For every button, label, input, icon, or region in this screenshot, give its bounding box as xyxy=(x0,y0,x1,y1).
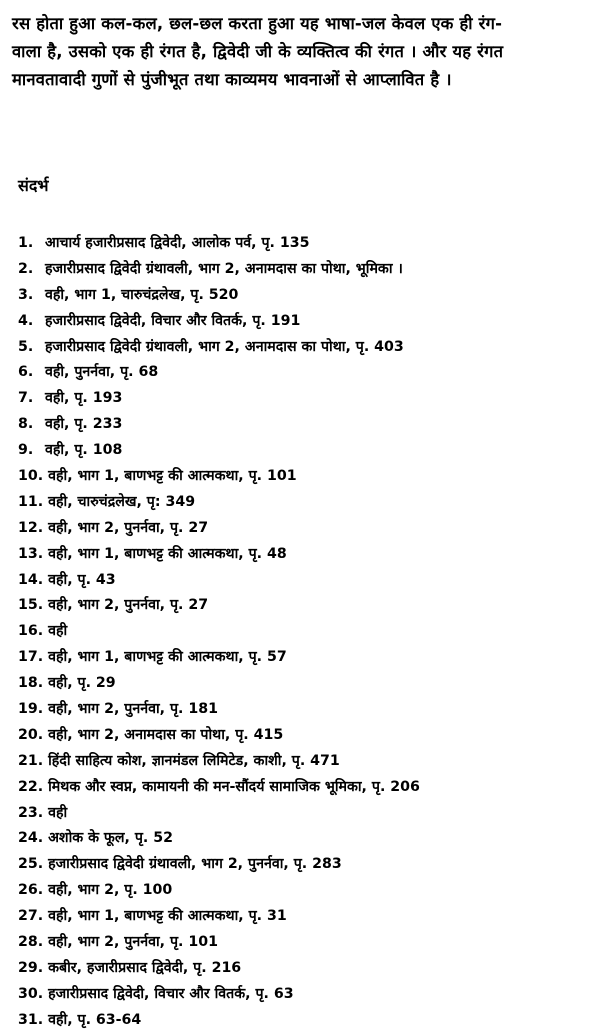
reference-item xyxy=(18,335,420,361)
reference-text: वही, पृ. 108 xyxy=(44,442,123,459)
reference-text: वही, भाग 2, पुनर्नवा, पृ. 101 xyxy=(48,934,218,951)
reference-number: 16. xyxy=(18,623,44,640)
reference-item xyxy=(18,490,420,516)
reference-item xyxy=(18,568,420,594)
reference-number: 21. xyxy=(18,752,44,769)
references-heading: संदर्भ xyxy=(18,176,49,195)
reference-item xyxy=(18,309,420,335)
reference-item xyxy=(18,283,420,309)
reference-item xyxy=(18,930,420,956)
reference-item xyxy=(18,671,420,697)
reference-text: आचार्य हजारीप्रसाद द्विवेदी, आलोक पर्व, पृ. 135 xyxy=(44,235,310,251)
reference-item xyxy=(18,852,420,878)
reference-item xyxy=(18,645,420,671)
reference-text: वही, पृ. 29 xyxy=(48,675,116,692)
reference-text: वही, पृ. 233 xyxy=(44,416,123,433)
reference-item xyxy=(18,904,420,930)
reference-number: 9. xyxy=(18,442,34,459)
reference-item xyxy=(18,956,420,982)
reference-item xyxy=(18,1008,420,1034)
reference-item xyxy=(18,412,420,438)
reference-text: हजारीप्रसाद द्विवेदी, विचार और वितर्क, पृ. 191 xyxy=(44,312,301,329)
body-paragraph xyxy=(12,10,588,94)
reference-item xyxy=(18,438,420,464)
reference-text: वही, पृ. 193 xyxy=(44,390,123,407)
reference-text: वही xyxy=(48,804,68,821)
reference-text: वही, भाग 1, बाणभट्ट की आत्मकथा, पृ. 101 xyxy=(48,468,297,485)
reference-text: हजारीप्रसाद द्विवेदी ग्रंथावली, भाग 2, अनामदास का पोथा, भूमिका । xyxy=(44,260,403,277)
reference-text: वही, भाग 1, बाणभट्ट की आत्मकथा, पृ. 48 xyxy=(48,545,287,562)
reference-number: 14. xyxy=(18,571,44,588)
reference-text: वही xyxy=(48,623,68,640)
reference-item xyxy=(18,697,420,723)
reference-number: 18. xyxy=(18,675,44,692)
reference-text: कबीर, हजारीप्रसाद द्विवेदी, पृ. 216 xyxy=(48,959,242,976)
reference-number: 23. xyxy=(18,804,44,821)
reference-number: 7. xyxy=(18,390,34,407)
reference-item xyxy=(18,878,420,904)
reference-number: 6. xyxy=(18,364,34,381)
reference-text: वही, भाग 2, पुनर्नवा, पृ. 27 xyxy=(48,597,209,614)
reference-text: वही, भाग 2, पुनर्नवा, पृ. 27 xyxy=(48,519,209,536)
reference-item xyxy=(18,826,420,852)
reference-item xyxy=(18,231,420,257)
reference-text: वही, भाग 2, पृ. 100 xyxy=(48,882,173,899)
reference-number: 27. xyxy=(18,908,44,925)
reference-text: मिथक और स्वप्न, कामायनी की मन-सौंदर्य सामाजिक भूमिका, पृ. 206 xyxy=(48,778,420,795)
reference-text: वही, पृ. 63-64 xyxy=(48,1011,142,1028)
reference-number: 1. xyxy=(18,235,34,251)
reference-number: 25. xyxy=(18,856,44,873)
reference-text: वही, चारुचंद्रलेख, पृ: 349 xyxy=(48,493,196,510)
reference-number: 24. xyxy=(18,830,44,847)
reference-number: 15. xyxy=(18,597,44,614)
reference-item xyxy=(18,257,420,283)
reference-text: वही, पृ. 43 xyxy=(48,571,116,588)
reference-number: 30. xyxy=(18,985,44,1002)
reference-item xyxy=(18,386,420,412)
paragraph-line: रस होता हुआ कल-कल, छल-छल करता हुआ यह भाषा-जल केवल एक ही रंग- xyxy=(12,14,503,33)
reference-text: हिंदी साहित्य कोश, ज्ञानमंडल लिमिटेड, काशी, पृ. 471 xyxy=(48,752,340,769)
reference-text: वही, पुनर्नवा, पृ. 68 xyxy=(44,364,159,381)
reference-number: 26. xyxy=(18,882,44,899)
reference-number: 29. xyxy=(18,959,44,976)
reference-text: हजारीप्रसाद द्विवेदी ग्रंथावली, भाग 2, पुनर्नवा, पृ. 283 xyxy=(48,856,342,873)
paragraph-line: मानवतावादी गुणों से पुंजीभूत तथा काव्यमय भावनाओं से आप्लावित है । xyxy=(12,70,452,89)
reference-number: 4. xyxy=(18,312,34,329)
reference-item xyxy=(18,360,420,386)
reference-text: वही, भाग 2, पुनर्नवा, पृ. 181 xyxy=(48,701,218,718)
reference-number: 2. xyxy=(18,260,34,277)
reference-number: 12. xyxy=(18,519,44,536)
reference-number: 10. xyxy=(18,468,44,485)
reference-number: 5. xyxy=(18,338,34,355)
reference-number: 19. xyxy=(18,701,44,718)
reference-item xyxy=(18,593,420,619)
reference-item xyxy=(18,464,420,490)
reference-item xyxy=(18,619,420,645)
reference-number: 31. xyxy=(18,1011,44,1028)
reference-text: हजारीप्रसाद द्विवेदी, विचार और वितर्क, पृ. 63 xyxy=(48,985,294,1002)
reference-text: वही, भाग 1, बाणभट्ट की आत्मकथा, पृ. 31 xyxy=(48,908,287,925)
reference-number: 11. xyxy=(18,493,44,510)
reference-number: 22. xyxy=(18,778,44,795)
references-list xyxy=(18,231,420,1034)
reference-number: 8. xyxy=(18,416,34,433)
reference-text: अशोक के फूल, पृ. 52 xyxy=(48,830,173,847)
reference-text: हजारीप्रसाद द्विवेदी ग्रंथावली, भाग 2, अनामदास का पोथा, पृ. 403 xyxy=(44,338,404,355)
reference-item xyxy=(18,775,420,801)
reference-number: 3. xyxy=(18,286,34,303)
reference-text: वही, भाग 1, चारुचंद्रलेख, पृ. 520 xyxy=(44,286,239,303)
reference-number: 17. xyxy=(18,649,44,666)
reference-number: 20. xyxy=(18,726,44,743)
reference-number: 13. xyxy=(18,545,44,562)
reference-item xyxy=(18,749,420,775)
reference-item xyxy=(18,516,420,542)
reference-text: वही, भाग 2, अनामदास का पोथा, पृ. 415 xyxy=(48,726,284,743)
reference-item xyxy=(18,542,420,568)
reference-number: 28. xyxy=(18,934,44,951)
paragraph-line: वाला है, उसको एक ही रंगत है, द्विवेदी जी के व्यक्तित्व की रंगत । और यह रंगत xyxy=(12,42,504,61)
reference-item xyxy=(18,982,420,1008)
reference-text: वही, भाग 1, बाणभट्ट की आत्मकथा, पृ. 57 xyxy=(48,649,287,666)
reference-item xyxy=(18,723,420,749)
reference-item xyxy=(18,801,420,827)
